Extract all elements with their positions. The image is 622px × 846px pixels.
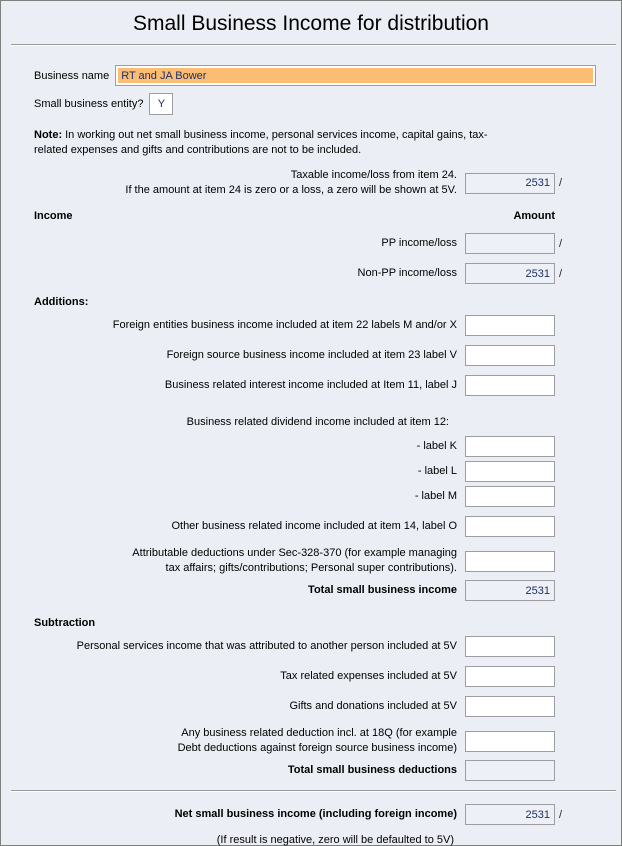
- additions-heading: Additions:: [34, 296, 89, 308]
- subtraction-heading: Subtraction: [34, 617, 96, 629]
- other-business-income-row: Other business related income included at item 14, label O: [34, 516, 569, 537]
- foreign-entities-income-row: Foreign entities business income included at item 22 labels M and/or X: [34, 315, 569, 336]
- business-name-label: Business name: [34, 69, 110, 82]
- amount-heading: Amount: [513, 210, 555, 222]
- pp-income-row: [34, 233, 569, 254]
- pp-income-label: PP income/loss: [381, 237, 457, 249]
- small-business-entity-input[interactable]: [149, 93, 173, 115]
- personal-services-income-row: Personal services income that was attributed to another person included at 5V: [34, 636, 569, 657]
- net-income-note: (If result is negative, zero will be defaulted to 5V): [216, 834, 454, 846]
- title-divider: [11, 44, 616, 46]
- dividend-label-l-input[interactable]: [465, 461, 555, 482]
- foreign-source-income-row: Foreign source business income included at item 23 label V: [34, 345, 569, 366]
- dividend-label-l-row: - label L: [34, 461, 569, 482]
- foreign-source-income-input[interactable]: [465, 345, 555, 366]
- gifts-donations-row: Gifts and donations included at 5V: [34, 696, 569, 717]
- business-name-input[interactable]: [115, 65, 596, 86]
- nonpp-income-row: [34, 263, 569, 284]
- business-deduction-18q-row: [34, 726, 569, 756]
- dividend-label-m-row: - label M: [34, 486, 569, 507]
- bottom-divider: [11, 790, 616, 792]
- taxable-income-row: [34, 168, 569, 198]
- column-headers: [34, 210, 569, 222]
- nonpp-slash: /: [559, 267, 563, 280]
- note-body: In working out net small business income, personal services income, capital gains, tax-related expenses and gifts and contributions are not to be included.: [34, 129, 488, 156]
- form-window: [1, 1, 621, 846]
- business-interest-income-row: Business related interest income included at Item 11, label J: [34, 375, 569, 396]
- gifts-donations-input[interactable]: [465, 696, 555, 717]
- pp-slash: /: [559, 237, 563, 250]
- dividend-label-m-input[interactable]: [465, 486, 555, 507]
- total-small-business-deductions-field: [465, 760, 555, 781]
- business-name-row: [34, 65, 569, 86]
- net-slash: /: [559, 808, 563, 821]
- small-business-entity-label: Small business entity?: [34, 98, 144, 110]
- foreign-entities-income-input[interactable]: [465, 315, 555, 336]
- attributable-deductions-label: Attributable deductions under Sec-328-370 (for example managing tax affairs; gifts/contributions; Personal super contributions).: [132, 547, 457, 574]
- tax-related-expenses-row: Tax related expenses included at 5V: [34, 666, 569, 687]
- total-small-business-deductions-row: [34, 760, 569, 781]
- net-small-business-income-label: Net small business income (including foreign income): [174, 808, 457, 820]
- total-small-business-income-row: [34, 580, 569, 601]
- business-deduction-18q-input[interactable]: [465, 731, 555, 752]
- attributable-deductions-input[interactable]: [465, 551, 555, 572]
- note-prefix: Note:: [34, 129, 63, 141]
- attributable-deductions-row: [34, 546, 569, 576]
- business-interest-income-input[interactable]: [465, 375, 555, 396]
- small-business-entity-row: [34, 93, 569, 115]
- total-small-business-deductions-label: Total small business deductions: [287, 764, 457, 776]
- total-small-business-income-label: Total small business income: [308, 584, 457, 596]
- nonpp-income-label: Non-PP income/loss: [357, 267, 457, 279]
- dividend-label-k-row: - label K: [34, 436, 569, 457]
- total-small-business-income-field: 2531: [465, 580, 555, 601]
- net-small-business-income-field: 2531: [465, 804, 555, 825]
- note-text: [34, 128, 504, 158]
- net-small-business-income-row: [34, 804, 569, 825]
- taxable-income-label: Taxable income/loss from item 24. If the amount at item 24 is zero or a loss, a zero will be shown at 5V.: [125, 169, 457, 196]
- dividend-label-k-input[interactable]: [465, 436, 555, 457]
- page-title: Small Business Income for distribution: [133, 12, 489, 35]
- other-business-income-input[interactable]: [465, 516, 555, 537]
- tax-related-expenses-input[interactable]: [465, 666, 555, 687]
- nonpp-income-field: 2531: [465, 263, 555, 284]
- business-deduction-18q-label: Any business related deduction incl. at 18Q (for example Debt deductions against foreign source business income): [177, 727, 457, 754]
- taxable-income-field: 2531: [465, 173, 555, 194]
- taxable-slash: /: [559, 177, 563, 189]
- income-heading: Income: [34, 210, 73, 222]
- personal-services-income-input[interactable]: [465, 636, 555, 657]
- pp-income-field: [465, 233, 555, 254]
- dividend-income-heading: Business related dividend income included at item 12:: [186, 416, 449, 428]
